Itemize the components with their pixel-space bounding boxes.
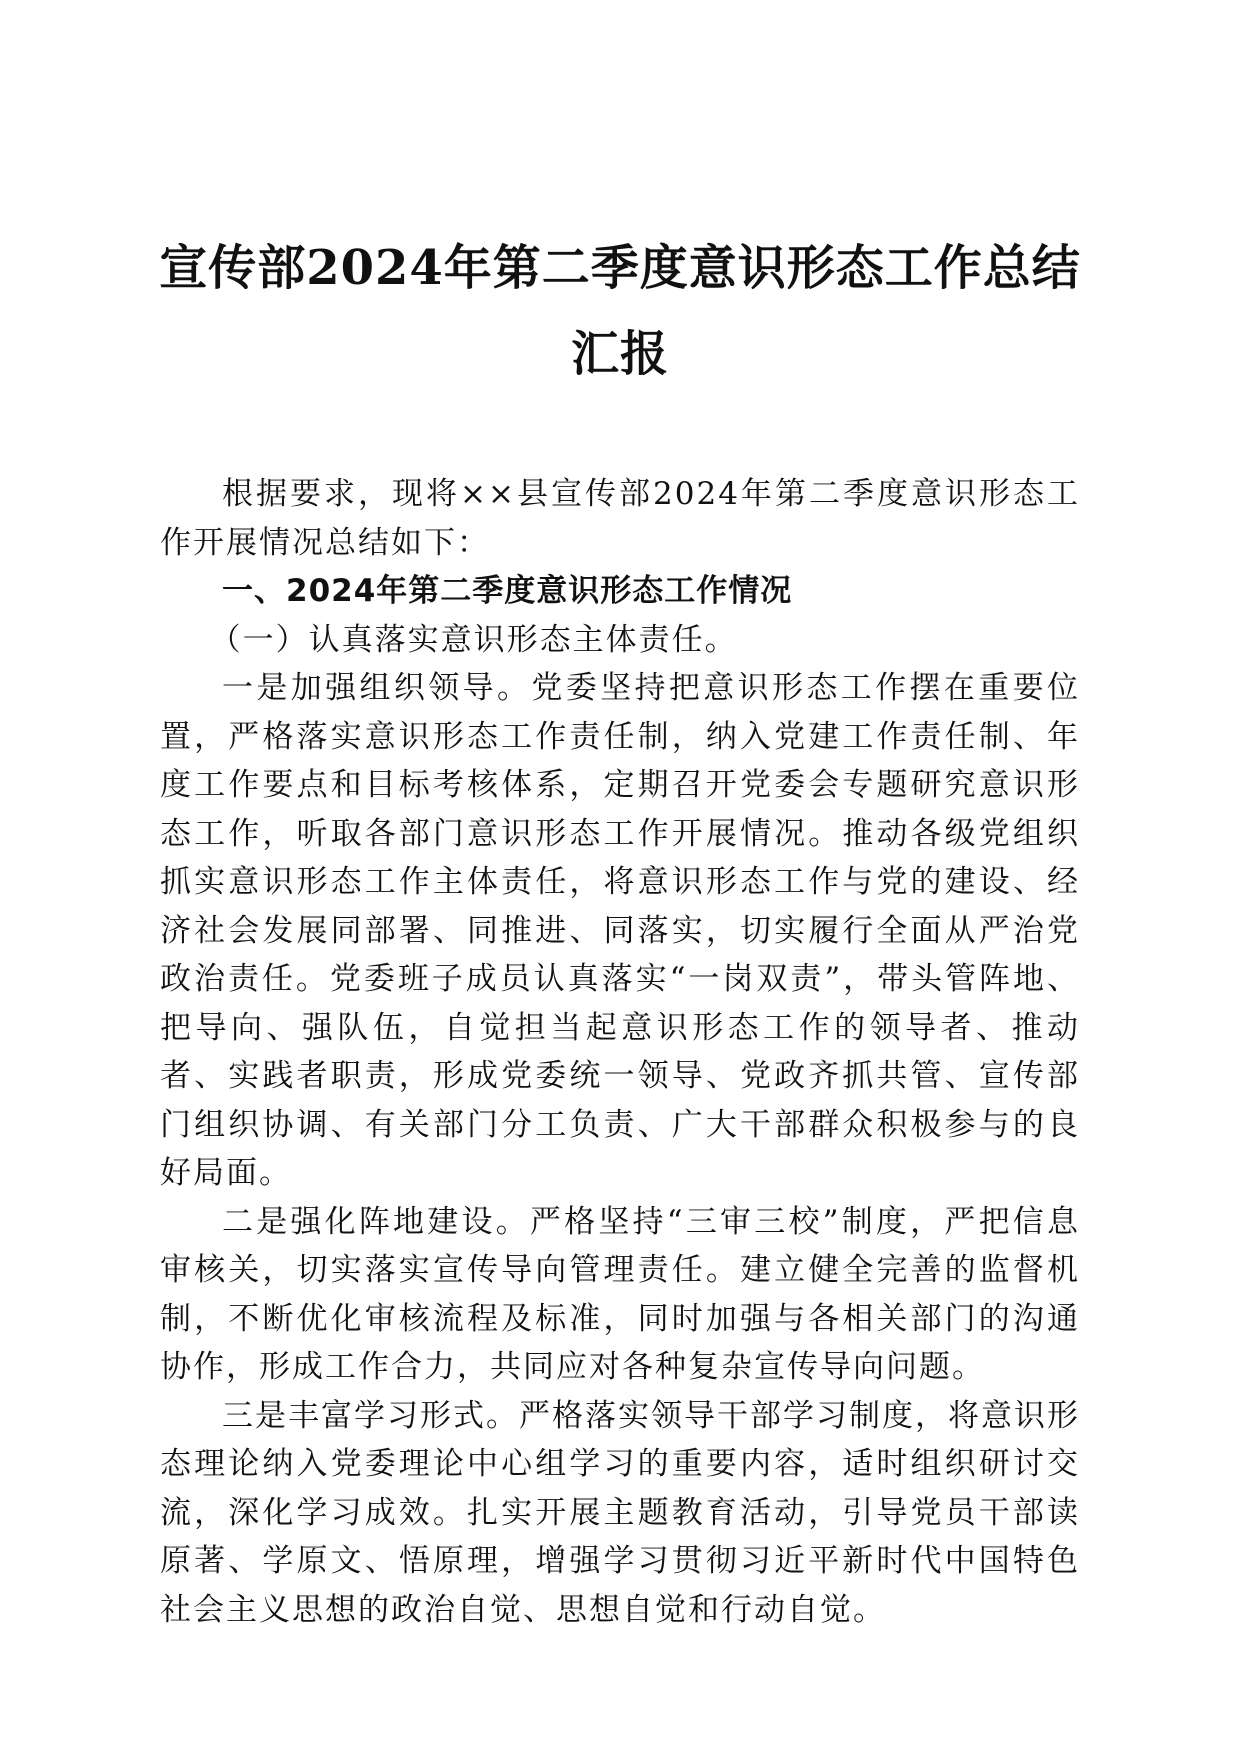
body-paragraph: 三是丰富学习形式。严格落实领导干部学习制度，将意识形态理论纳入党委理论中心组学习的重要内容，适时组织研讨交流，深化学习成效。扎实开展主题教育活动，引导党员干部读原著、学原文、悟原理，增强学习贯彻习近平新时代中国特色社会主义思想的政治自觉、思想自觉和行动自觉。 xyxy=(160,1397,1080,1628)
document-body xyxy=(160,470,1080,1634)
intro-paragraph: 根据要求，现将××县宣传部2024年第二季度意识形态工作开展情况总结如下： xyxy=(160,476,1080,561)
body-paragraph: 二是强化阵地建设。严格坚持“三审三校”制度，严把信息审核关，切实落实宣传导向管理责任。建立健全完善的监督机制，不断优化审核流程及标准，同时加强与各相关部门的沟通协作，形成工作合力，共同应对各种复杂宣传导向问题。 xyxy=(160,1203,1080,1385)
section-heading: 一、2024年第二季度意识形态工作情况 xyxy=(222,573,793,609)
subsection-heading: （一）认真落实意识形态主体责任。 xyxy=(209,621,738,658)
document-title: 宣传部2024年第二季度意识形态工作总结汇报 xyxy=(159,240,1081,382)
body-paragraph: 一是加强组织领导。党委坚持把意识形态工作摆在重要位置，严格落实意识形态工作责任制，纳入党建工作责任制、年度工作要点和目标考核体系，定期召开党委会专题研究意识形态工作，听取各部门意识形态工作开展情况。推动各级党组织抓实意识形态工作主体责任，将意识形态工作与党的建设、经济社会发展同部署、同推进、同落实，切实履行全面从严治党政治责任。党委班子成员认真落实“一岗双责”，带头管阵地、把导向、强队伍，自觉担当起意识形态工作的领导者、推动者、实践者职责，形成党委统一领导、党政齐抓共管、宣传部门组织协调、有关部门分工负责、广大干部群众积极参与的良好局面。 xyxy=(160,670,1080,1191)
